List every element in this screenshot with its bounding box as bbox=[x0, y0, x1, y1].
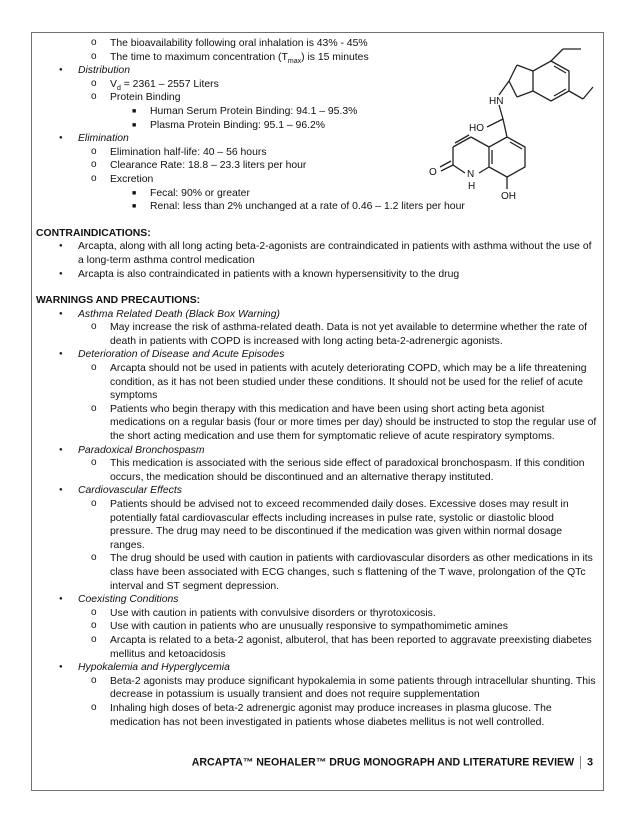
page-number: 3 bbox=[587, 756, 593, 769]
protein-binding-item: o Protein Binding bbox=[36, 91, 598, 105]
document-page bbox=[31, 32, 604, 791]
renal-item: ■ Renal: less than 2% unchanged at a rate of 0.46 – 1.2 liters per hour bbox=[36, 200, 598, 214]
list-item: o Use with caution in patients with convulsive disorders or thyrotoxicosis. bbox=[36, 607, 598, 621]
tmax-text: The time to maximum concentration (T bbox=[110, 51, 288, 63]
label-hn: HN bbox=[489, 96, 504, 107]
footer-title: ARCAPTA™ NEOHALER™ DRUG MONOGRAPH AND LITERATURE REVIEW bbox=[191, 756, 575, 769]
list-item: o Patients who begin therapy with this medication and have been using short acting beta agonist medications on a regular basis (four or more times per day) should be instructed to stop the regular use of the short acting medication and use them for symptomatic relieve of acute respiratory symptoms. bbox=[36, 403, 598, 444]
warning-section-title: ● Paradoxical Bronchospasm bbox=[36, 444, 598, 458]
label-h: H bbox=[468, 181, 476, 192]
human-serum-item: ■ Human Serum Protein Binding: 94.1 – 95.3% bbox=[36, 105, 598, 119]
warning-section-title: ● Coexisting Conditions bbox=[36, 593, 598, 607]
list-item: o Inhaling high doses of beta-2 adrenergic agonist may produce increases in plasma glucose. The medication has not been investigated in patients whose diabetes mellitus is not well controlled. bbox=[36, 702, 598, 729]
distribution-heading: ● Distribution bbox=[36, 64, 598, 78]
contraindications-list bbox=[36, 240, 598, 281]
list-item: o Patients should be advised not to exceed recommended daily doses. Excessive doses may result in potentially fatal cardiovascular effects including increases in pulse rate, systolic or diastolic blood pressure. The drug may need to be discontinued if the medication was given within normal dosage ranges. bbox=[36, 498, 598, 552]
elimination-heading: ● Elimination bbox=[36, 132, 598, 146]
list-item: ● Arcapta, along with all long acting beta-2-agonists are contraindicated in patients with asthma without the use of a long-term asthma control medication bbox=[36, 240, 598, 267]
warnings-heading: WARNINGS AND PRECAUTIONS: bbox=[36, 295, 201, 307]
tmax-subscript: max bbox=[287, 57, 302, 65]
list-item: o May increase the risk of asthma-related death. Data is not yet available to determine whether the rate of death in patients with COPD is increased with long acting beta-2-adrenergic agonists. bbox=[36, 321, 598, 348]
plasma-protein-item: ■ Plasma Protein Binding: 95.1 – 96.2% bbox=[36, 119, 598, 133]
list-item bbox=[36, 37, 598, 51]
warning-section-title: ● Cardiovascular Effects bbox=[36, 484, 598, 498]
vd-text: V bbox=[110, 78, 117, 90]
list-item: o This medication is associated with the serious side effect of paradoxical bronchospasm. If this condition occurs, the medication should be discontinued and an alternative therapy instituted. bbox=[36, 457, 598, 484]
label-oh: OH bbox=[501, 191, 516, 202]
label-n: N bbox=[467, 169, 475, 180]
warning-section-title: ● Deterioration of Disease and Acute Episodes bbox=[36, 348, 598, 362]
list-item: o Arcapta should not be used in patients with acutely deteriorating COPD, which may be a life threatening condition, as it has not been studied under these conditions. It should not be used for the relief of acute symptoms bbox=[36, 362, 598, 403]
warning-section-title: ● Asthma Related Death (Black Box Warning) bbox=[36, 308, 598, 322]
fecal-item: ■ Fecal: 90% or greater bbox=[36, 187, 598, 201]
document-content bbox=[36, 37, 598, 729]
list-item: o Arcapta is related to a beta-2 agonist, albuterol, that has been reported to aggravate preexisting diabetes mellitus and ketoacidosis bbox=[36, 634, 598, 661]
half-life-item: o Elimination half-life: 40 – 56 hours bbox=[36, 146, 598, 160]
label-ho: HO bbox=[469, 123, 484, 134]
list-item: o Use with caution in patients who are unusually responsive to sympathomimetic amines bbox=[36, 620, 598, 634]
vd-subscript: d bbox=[116, 84, 121, 92]
tmax-value: ) is 15 minutes bbox=[301, 51, 369, 63]
contraindications-heading: CONTRAINDICATIONS: bbox=[36, 227, 151, 239]
list-item bbox=[36, 78, 598, 92]
pk-list bbox=[36, 37, 598, 214]
list-item: o The drug should be used with caution in patients with cardiovascular disorders as other medications in its class have been associated with ECG changes, such s flattening of the T wave, prolongation of the QTc interval and ST segment depression. bbox=[36, 552, 598, 593]
excretion-item: o Excretion bbox=[36, 173, 598, 187]
vd-value: = 2361 – 2557 Liters bbox=[120, 78, 219, 90]
page-footer bbox=[192, 756, 593, 770]
clearance-item: o Clearance Rate: 18.8 – 23.3 liters per hour bbox=[36, 159, 598, 173]
footer-separator bbox=[580, 756, 581, 769]
bioavailability-text: The bioavailability following oral inhalation is 43% - 45% bbox=[110, 38, 368, 49]
warnings-list bbox=[36, 308, 598, 729]
list-item: o Beta-2 agonists may produce significant hypokalemia in some patients through intracellular shunting. This decrease in potassium is usually transient and does not require supplementation bbox=[36, 675, 598, 702]
warning-section-title: ● Hypokalemia and Hyperglycemia bbox=[36, 661, 598, 675]
list-item bbox=[36, 51, 598, 65]
list-item: ● Arcapta is also contraindicated in patients with a known hypersensitivity to the drug bbox=[36, 268, 598, 282]
label-o: O bbox=[429, 167, 437, 178]
